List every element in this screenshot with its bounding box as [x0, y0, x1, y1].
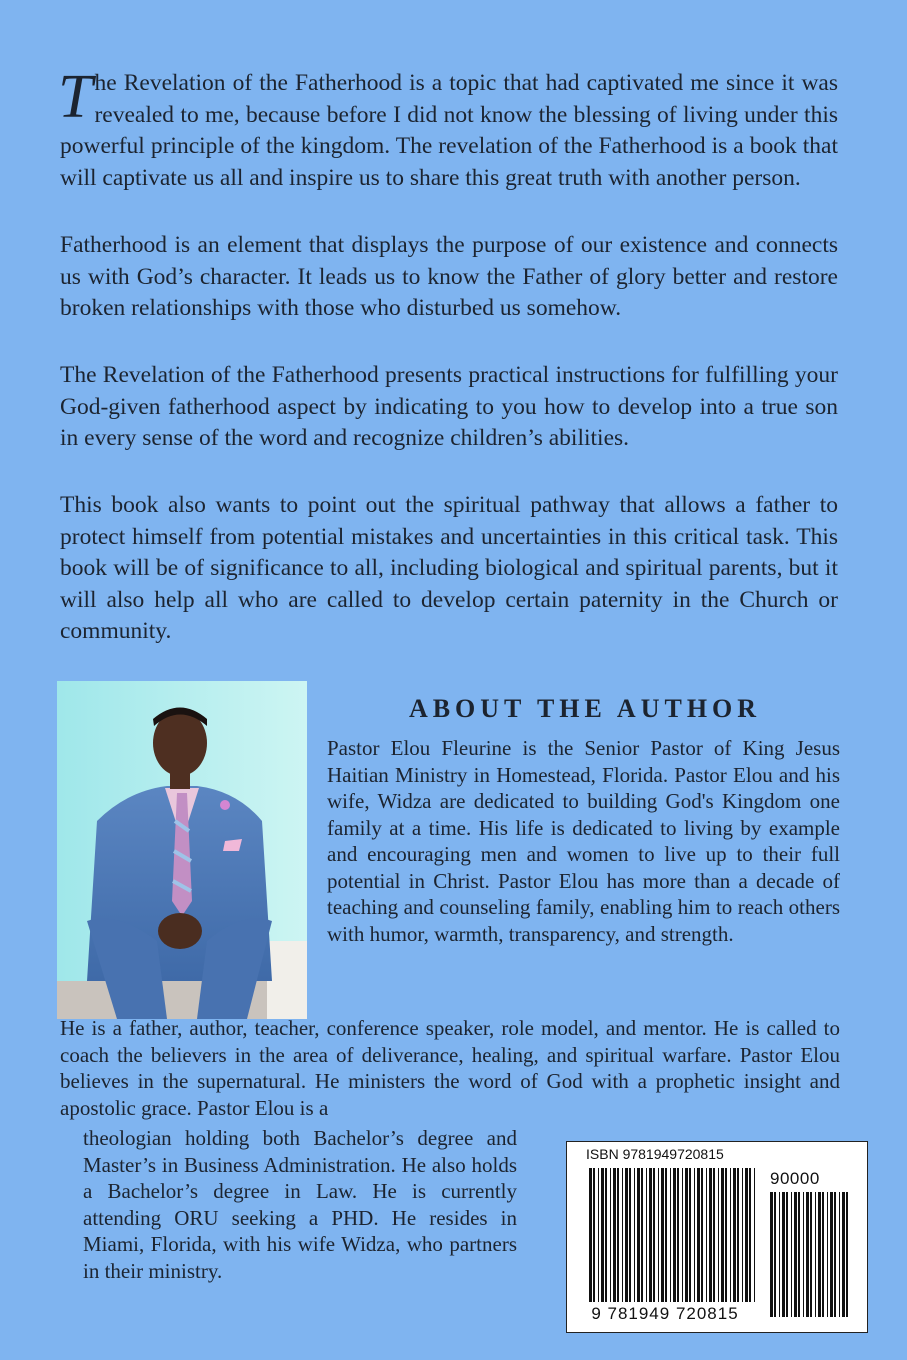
barcode-bar	[613, 1168, 616, 1302]
barcode-bar	[791, 1192, 792, 1317]
blurb-paragraph-1-text: he Revelation of the Fatherhood is a topic that had captivated me since it was revealed to me, because before I did not know the blessing of living under this powerful principle of the kingdom. The revelation of the Fatherhood is a book that will captivate us all and inspire us to share this great truth with another person.	[60, 70, 838, 191]
barcode-bar	[782, 1192, 785, 1317]
barcode-bar	[629, 1168, 631, 1302]
about-heading: ABOUT THE AUTHOR	[408, 694, 762, 723]
blurb-paragraph-1	[58, 63, 838, 194]
barcode-bar	[697, 1168, 700, 1302]
barcode-bar	[598, 1168, 599, 1302]
barcode-bar	[730, 1168, 731, 1302]
barcode-bar	[646, 1168, 647, 1302]
barcode-bar	[689, 1168, 691, 1302]
barcode-bar	[842, 1192, 845, 1317]
about-paragraph: Pastor Elou Fleurine is the Senior Pastor of King Jesus Haitian Ministry in Homestead, Florida. Pastor Elou and his wife, Widza are dedicated to building God's Kingdom one family at a time. His life is dedicated to living by example and encouraging men and women to live up to their full potential in Christ. Pastor Elou has more than a decade of teaching and counseling family, enabling him to reach others with humor, warmth, transparency, and strength.	[327, 736, 840, 946]
barcode-bar	[786, 1192, 788, 1317]
barcode-bar	[709, 1168, 712, 1302]
blurb-paragraph-2: Fatherhood is an element that displays the purpose of our existence and connects us with God’s character. It leads us to know the Father of glory better and restore broken relationships with those who disturbed us somehow.	[60, 232, 838, 321]
barcode-bar	[839, 1192, 840, 1317]
barcode-bar	[661, 1168, 664, 1302]
barcode-bar	[770, 1192, 773, 1317]
barcode-bar	[822, 1192, 824, 1317]
barcode-bar	[713, 1168, 715, 1302]
barcode-bar	[605, 1168, 607, 1302]
barcode-bar	[677, 1168, 679, 1302]
barcode-bar	[733, 1168, 736, 1302]
isbn-barcode	[566, 1141, 868, 1333]
drop-cap: T	[58, 63, 93, 131]
barcode-bar	[634, 1168, 635, 1302]
barcode-bar	[745, 1168, 748, 1302]
barcode-bar	[653, 1168, 655, 1302]
barcode-bar	[749, 1168, 751, 1302]
barcode-bar	[754, 1168, 755, 1302]
barcode-bar	[803, 1192, 804, 1317]
barcode-bar	[798, 1192, 800, 1317]
barcode-bar	[665, 1168, 667, 1302]
barcode-bar	[794, 1192, 797, 1317]
barcode-bar	[593, 1168, 595, 1302]
barcode-bar	[846, 1192, 848, 1317]
barcode-bar	[658, 1168, 659, 1302]
barcode-bar	[641, 1168, 643, 1302]
isbn-digits: 9 781949 720815	[591, 1304, 739, 1323]
barcode-bar	[737, 1168, 739, 1302]
barcode-bar	[610, 1168, 611, 1302]
barcode-bar	[625, 1168, 628, 1302]
barcode-bar	[725, 1168, 727, 1302]
barcode-bar	[806, 1192, 809, 1317]
barcode-bar	[818, 1192, 821, 1317]
barcode-bar	[815, 1192, 816, 1317]
barcode-bar	[670, 1168, 671, 1302]
barcode-bar	[649, 1168, 652, 1302]
barcode-bar	[830, 1192, 833, 1317]
barcode-bar	[673, 1168, 676, 1302]
barcode-bar	[589, 1168, 592, 1302]
barcode-bar	[834, 1192, 836, 1317]
about-ending: theologian holding both Bachelor’s degree and Master’s in Business Administration. He also holds a Bachelor’s degree in Law. He is currently attending ORU seeking a PHD. He resides in Miami, Florida, with his wife Widza, who partners in their ministry.	[83, 1126, 517, 1283]
barcode-bar	[701, 1168, 703, 1302]
barcode-bar	[682, 1168, 683, 1302]
barcode-bar	[637, 1168, 640, 1302]
barcode-bar	[742, 1168, 743, 1302]
barcode-bar	[706, 1168, 707, 1302]
blurb-paragraph-4: This book also wants to point out the spiritual pathway that allows a father to protect himself from potential mistakes and uncertainties in this critical task. This book will be of significance to all, including biological and spiritual parents, but it will also help all who are called to develop certain paternity in the Church or community.	[60, 492, 838, 644]
isbn-label: ISBN 9781949720815	[586, 1146, 724, 1162]
barcode-bar	[810, 1192, 812, 1317]
barcode-bar	[694, 1168, 695, 1302]
barcode-bar	[685, 1168, 688, 1302]
barcode-bar	[779, 1192, 780, 1317]
blurb-paragraph-3: The Revelation of the Fatherhood presents practical instructions for fulfilling your God-given fatherhood aspect by indicating to you how to develop into a true son in every sense of the word and recognize children’s abilities.	[60, 362, 838, 451]
barcode-bar	[622, 1168, 623, 1302]
barcode-bar	[774, 1192, 776, 1317]
barcode-bar	[617, 1168, 619, 1302]
about-continued: He is a father, author, teacher, conference speaker, role model, and mentor. He is called to coach the believers in the area of deliverance, healing, and spiritual warfare. Pastor Elou believes in the supernatural. He ministers the word of God with a prophetic insight and apostolic grace. Pastor Elou is a	[60, 1016, 840, 1120]
barcode-bar	[721, 1168, 724, 1302]
barcode-bar	[601, 1168, 604, 1302]
barcode-bar	[718, 1168, 719, 1302]
author-photo	[57, 681, 307, 1019]
price-code: 90000	[770, 1169, 820, 1188]
barcode-bar	[827, 1192, 828, 1317]
